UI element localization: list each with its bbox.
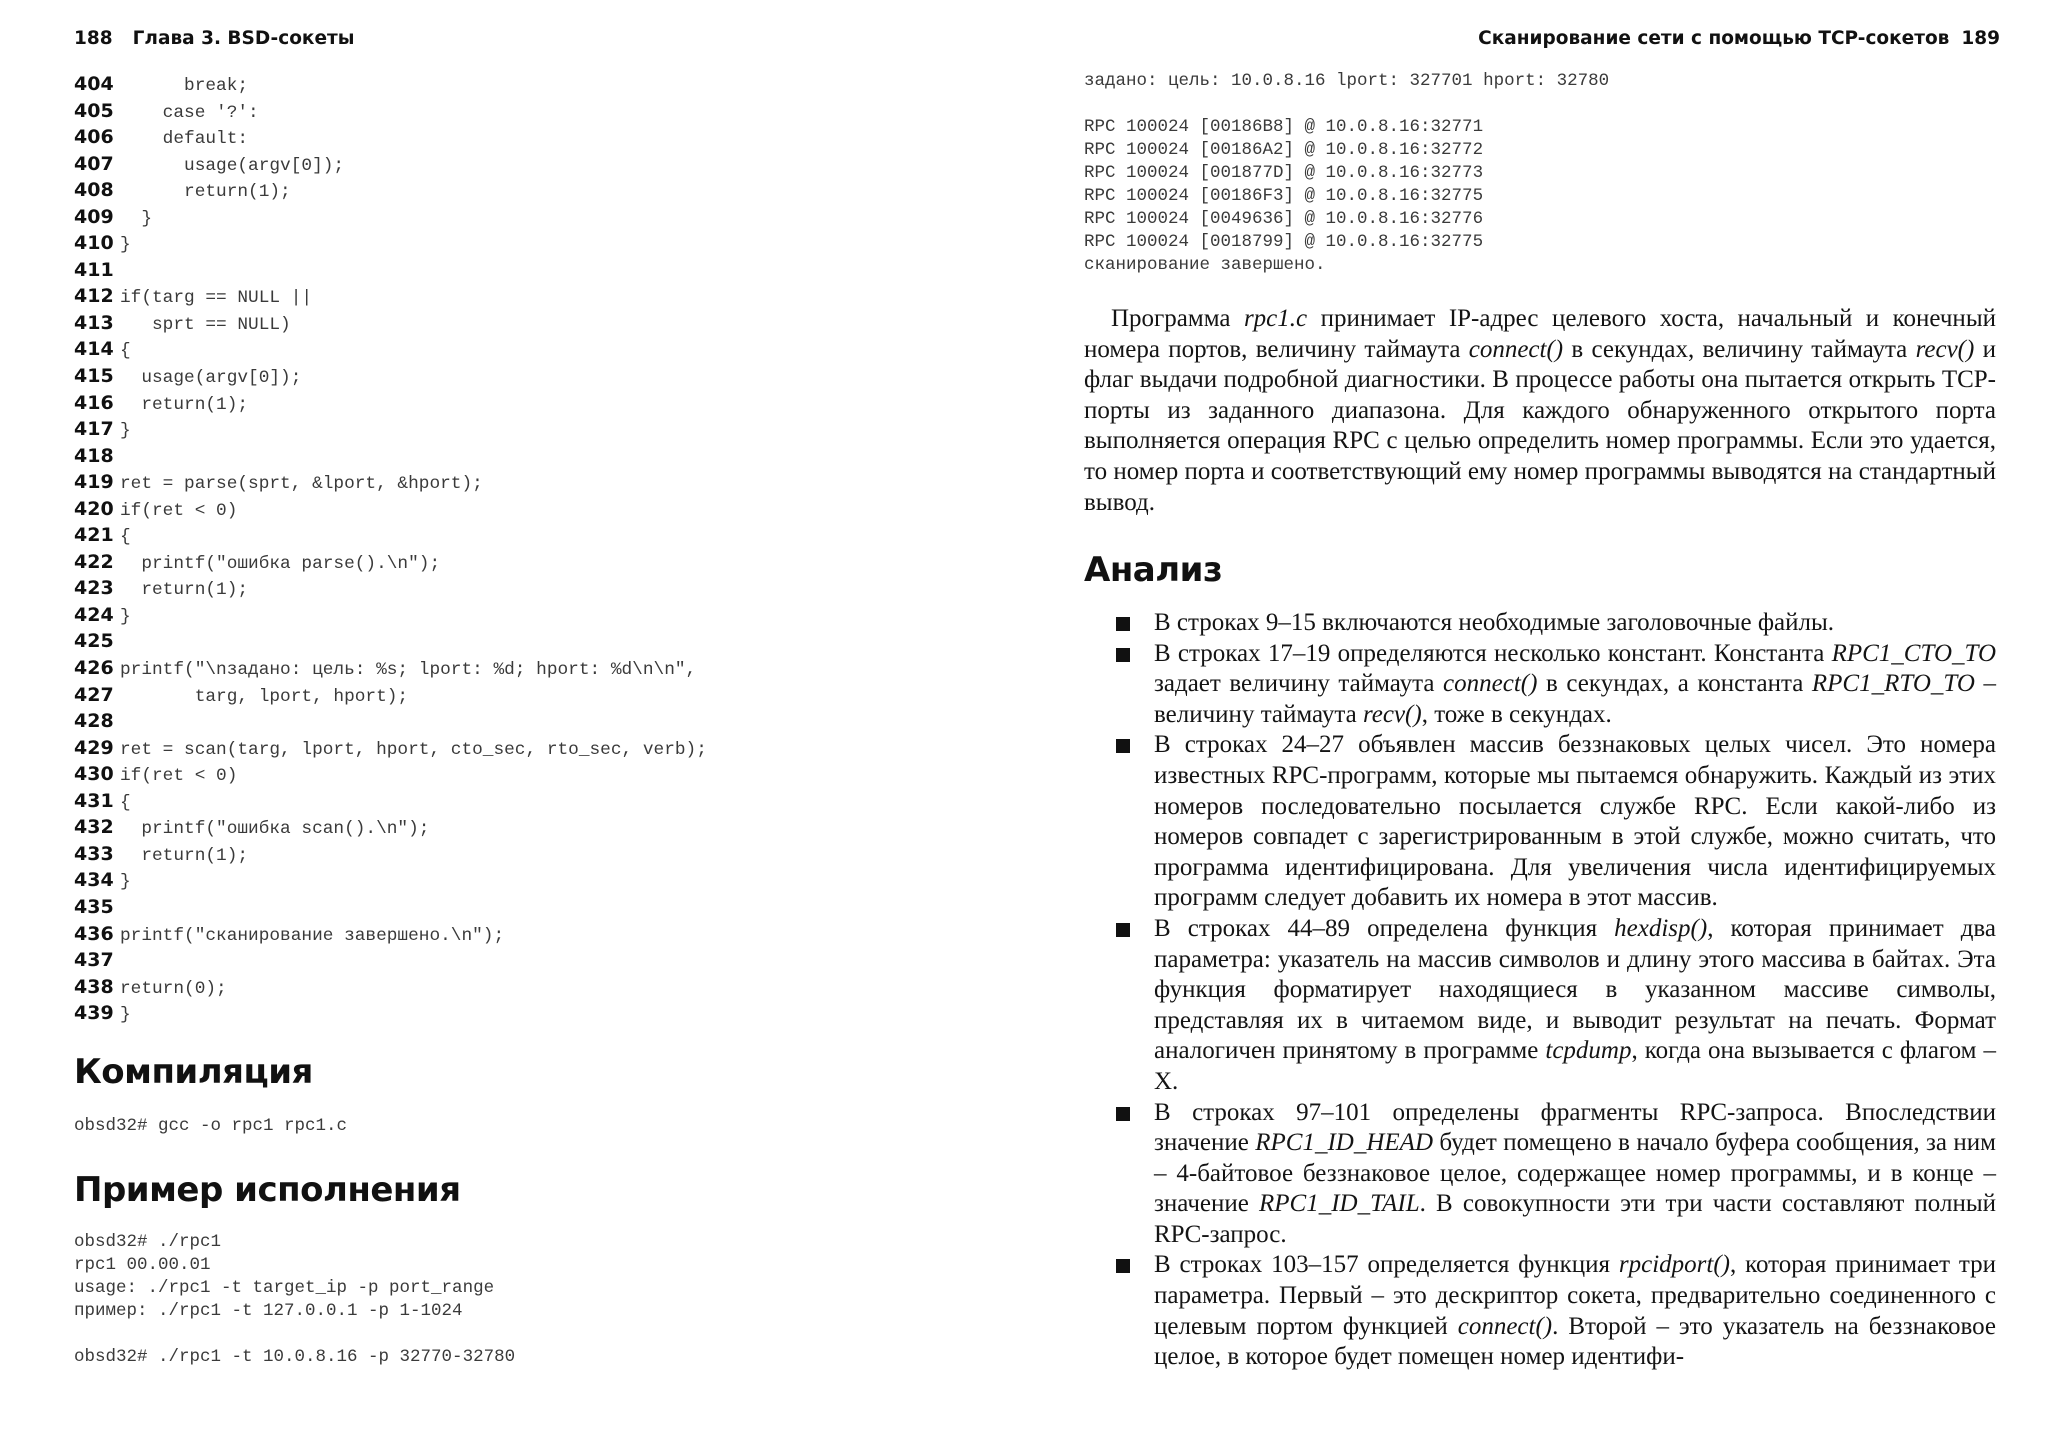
- code-line: [74, 682, 707, 709]
- code-text: {: [120, 792, 131, 813]
- bullet-text: [1154, 730, 1996, 914]
- output-line: RPC 100024 [00186A2] @ 10.0.8.16:32772: [1084, 140, 1484, 160]
- output-line: RPC 100024 [001877D] @ 10.0.8.16:32773: [1084, 163, 1484, 183]
- example-heading: Пример исполнения: [74, 1170, 461, 1210]
- code-line: [74, 628, 707, 655]
- line-number: 434: [74, 869, 114, 892]
- code-line: [74, 522, 707, 549]
- italic-term: rpc1.c: [1243, 305, 1308, 332]
- compile-command-line: obsd32# gcc -o rpc1 rpc1.c: [74, 1116, 348, 1136]
- line-number: 425: [74, 630, 114, 653]
- right-running-head: [1478, 28, 2000, 49]
- bullet-text: [1154, 639, 1996, 731]
- line-number: 423: [74, 577, 114, 600]
- text-run: В строках 24–27 объявлен массив беззнаковых целых чисел. Это номера известных RPC-программ, которые мы пытаемся обнаружить. Каждый из этих номеров последовательно посылается службе RPC. Если какой-либо из номеров совпадет с зарегистрированным в этой службе, можно считать, что программа идентифицирована. Для увеличения числа идентифицируемых программ следует добавить их номера в этот массив.: [1154, 731, 1996, 912]
- code-line: [74, 310, 707, 337]
- code-text: if(targ == NULL ||: [120, 288, 313, 309]
- code-text: case '?':: [120, 102, 259, 123]
- line-number: 420: [74, 497, 114, 520]
- bullet-square-icon: [1116, 1259, 1130, 1273]
- line-number: 424: [74, 603, 114, 626]
- chapter-title: Глава 3. BSD-сокеты: [132, 28, 355, 49]
- example-line: [74, 1323, 515, 1346]
- example-line: obsd32# ./rpc1 -t 10.0.8.16 -p 32770-32780: [74, 1347, 516, 1367]
- bullet-text: [1154, 914, 1996, 1098]
- line-number: 415: [74, 365, 114, 388]
- code-text: }: [120, 208, 153, 229]
- analysis-list: [1084, 608, 1996, 1373]
- code-line: [74, 947, 707, 974]
- bullet-square-icon: [1116, 648, 1130, 662]
- line-number: 436: [74, 922, 114, 945]
- code-line: [74, 204, 707, 231]
- code-line: [74, 363, 707, 390]
- left-running-head: [74, 28, 354, 49]
- code-text: return(1);: [120, 182, 291, 203]
- section-running-title: Сканирование сети с помощью TCP-сокетов: [1478, 28, 1950, 49]
- line-number: 409: [74, 205, 114, 228]
- code-text: sprt == NULL): [120, 314, 291, 335]
- text-run: в секундах, а константа: [1537, 670, 1812, 698]
- analysis-bullet: [1084, 1098, 1996, 1251]
- bullet-text: [1154, 1250, 1996, 1372]
- italic-term: RPC1_CTO_TO: [1831, 639, 1996, 667]
- code-text: printf("сканирование завершено.\n");: [120, 925, 505, 946]
- compile-heading: Компиляция: [74, 1052, 313, 1092]
- line-number: 438: [74, 975, 114, 998]
- analysis-bullet: [1084, 730, 1996, 914]
- line-number: 413: [74, 311, 114, 334]
- code-text: return(0);: [120, 978, 227, 999]
- line-number: 412: [74, 285, 114, 308]
- line-number: 419: [74, 471, 114, 494]
- text-run: будет помещено в начало буфера сообщения, за ним – 4-байтовое беззнаковое целое, содержащее номер программы, и в конце – значение: [1154, 1129, 1996, 1218]
- code-text: }: [120, 606, 131, 627]
- example-output: [74, 1231, 515, 1369]
- code-text: return(1);: [120, 580, 249, 601]
- code-line: [74, 124, 707, 151]
- text-run: , тоже в секундах.: [1421, 700, 1612, 728]
- code-line: [74, 283, 707, 310]
- code-line: [74, 602, 707, 629]
- line-number: 411: [74, 258, 114, 281]
- italic-term: recv(): [1362, 700, 1422, 728]
- code-line: [74, 708, 707, 735]
- line-number: 432: [74, 816, 114, 839]
- analysis-bullet: [1084, 639, 1996, 731]
- output-line: RPC 100024 [00186F3] @ 10.0.8.16:32775: [1084, 186, 1484, 206]
- italic-term: RPC1_RTO_TO: [1811, 670, 1975, 698]
- code-text: {: [120, 341, 131, 362]
- code-text: printf("\nзадано: цель: %s; lport: %d; hport: %d\n\n",: [120, 660, 697, 681]
- code-text: }: [120, 872, 131, 893]
- code-text: }: [120, 235, 131, 256]
- code-line: [74, 735, 707, 762]
- line-number: 418: [74, 444, 114, 467]
- code-text: if(ret < 0): [120, 500, 238, 521]
- line-number: 426: [74, 657, 114, 680]
- code-line: [74, 921, 707, 948]
- line-number: 430: [74, 763, 114, 786]
- italic-term: recv(): [1915, 335, 1975, 363]
- line-number: 414: [74, 338, 114, 361]
- code-line: [74, 443, 707, 470]
- text-run: принимает IP-адрес целевого хоста, начальный и конечный номера портов, величину таймаута: [1084, 305, 1996, 363]
- code-text: ret = parse(sprt, &lport, &hport);: [120, 474, 483, 495]
- code-line: [74, 71, 707, 98]
- code-text: }: [120, 421, 131, 442]
- analysis-bullet: [1084, 1250, 1996, 1372]
- code-text: }: [120, 1005, 131, 1026]
- text-run: и флаг выдачи подробной диагностики. В процессе работы она пытается открыть TCP-порты из заданного диапазона. Для каждого обнаруженного открытого порта выполняется операция RPC с целью определить номер программы. Если это удается, то номер порта и соответствующий ему номер программы выводятся на стандартный вывод.: [1084, 335, 1996, 516]
- example-line: пример: ./rpc1 -t 127.0.0.1 -p 1-1024: [74, 1301, 463, 1321]
- italic-term: RPC1_ID_TAIL: [1259, 1190, 1420, 1218]
- code-line: [74, 416, 707, 443]
- output-line: RPC 100024 [0049636] @ 10.0.8.16:32776: [1084, 209, 1484, 229]
- italic-term: connect(): [1457, 1312, 1553, 1340]
- text-run: , которая принимает два параметра: указатель на массив символов и длину этого массива в байтах. Эта функция форматирует находящиеся в указанном массиве символы, представляя их в читаемом виде, и выводит результат на печать. Формат аналогичен принятому в программе: [1154, 914, 1997, 1065]
- text-run: В строках 97–101 определены фрагменты RPC-запроса. Впоследствии значение: [1154, 1098, 1996, 1157]
- code-line: [74, 1000, 707, 1027]
- italic-term: RPC1_ID_HEAD: [1255, 1129, 1434, 1157]
- code-line: [74, 469, 707, 496]
- bullet-text: [1154, 1098, 1996, 1251]
- left-page-number: 188: [74, 28, 113, 49]
- line-number: 428: [74, 710, 114, 733]
- text-run: Программа: [1111, 305, 1244, 332]
- text-run: В строках 17–19 определяются несколько констант. Константа: [1154, 639, 1832, 667]
- code-line: [74, 974, 707, 1001]
- code-line: [74, 894, 707, 921]
- italic-term: connect(): [1468, 335, 1564, 363]
- code-text: return(1);: [120, 845, 249, 866]
- text-run: В строках 9–15 включаются необходимые заголовочные файлы.: [1154, 609, 1835, 636]
- line-number: 417: [74, 418, 114, 441]
- code-line: [74, 867, 707, 894]
- line-number: 408: [74, 179, 114, 202]
- text-run: . В совокупности эти три части составляют полный RPC-запрос.: [1154, 1190, 1996, 1248]
- example-line: rpc1 00.00.01: [74, 1255, 211, 1275]
- text-run: , когда она вызывается с флагом –X.: [1154, 1037, 1996, 1095]
- code-line: [74, 98, 707, 125]
- code-text: default:: [120, 129, 249, 150]
- line-number: 416: [74, 391, 114, 414]
- code-text: break;: [120, 76, 249, 96]
- italic-term: tcpdump: [1545, 1037, 1632, 1065]
- line-number: 406: [74, 126, 114, 149]
- line-number: 427: [74, 683, 114, 706]
- code-line: [74, 496, 707, 523]
- code-text: printf("ошибка scan().\n");: [120, 819, 430, 840]
- right-page: [1024, 0, 2048, 1447]
- code-text: if(ret < 0): [120, 766, 238, 787]
- output-line: RPC 100024 [00186B8] @ 10.0.8.16:32771: [1084, 117, 1484, 137]
- text-run: задает величину таймаута: [1154, 670, 1444, 698]
- analysis-heading: Анализ: [1084, 550, 1223, 590]
- line-number: 435: [74, 895, 114, 918]
- code-line: [74, 575, 707, 602]
- example-line: usage: ./rpc1 -t target_ip -p port_range: [74, 1278, 495, 1298]
- output-line: RPC 100024 [0018799] @ 10.0.8.16:32775: [1084, 232, 1484, 252]
- code-line: [74, 814, 707, 841]
- right-page-number: 189: [1961, 28, 2000, 49]
- text-run: . Второй – это указатель на беззнаковое целое, в которое будет помещен номер идентифи-: [1154, 1312, 1996, 1371]
- code-text: usage(argv[0]);: [120, 368, 302, 389]
- analysis-bullet: [1084, 914, 1996, 1098]
- compile-command: [74, 1115, 347, 1138]
- text-run: , которая принимает три параметра. Первый – это дескриптор сокета, предварительно соединенного с целевым портом функцией: [1154, 1251, 1996, 1340]
- code-text: return(1);: [120, 394, 249, 415]
- output-line: задано: цель: 10.0.8.16 lport: 327701 hport: 32780: [1084, 71, 1610, 91]
- line-number: 431: [74, 789, 114, 812]
- bullet-square-icon: [1116, 739, 1130, 753]
- code-line: [74, 390, 707, 417]
- text-run: В строках 103–157 определяется функция: [1154, 1251, 1619, 1279]
- line-number: 437: [74, 949, 114, 972]
- code-line: [74, 257, 707, 284]
- bullet-square-icon: [1116, 923, 1130, 937]
- intro-paragraph: [1084, 304, 1996, 518]
- italic-term: connect(): [1443, 670, 1538, 698]
- line-number: 433: [74, 842, 114, 865]
- italic-term: hexdisp(): [1614, 914, 1708, 942]
- line-number: 404: [74, 73, 114, 95]
- italic-term: rpcidport(): [1618, 1251, 1731, 1279]
- code-text: targ, lport, hport);: [120, 686, 409, 707]
- line-number: 429: [74, 736, 114, 759]
- code-text: usage(argv[0]);: [120, 155, 345, 176]
- code-line: [74, 655, 707, 682]
- code-text: ret = scan(targ, lport, hport, cto_sec, rto_sec, verb);: [120, 739, 707, 760]
- code-line: [74, 177, 707, 204]
- line-number: 439: [74, 1002, 114, 1025]
- line-number: 405: [74, 99, 114, 122]
- code-line: [74, 549, 707, 576]
- text-run: в секундах, величину таймаута: [1563, 335, 1916, 363]
- code-listing: [74, 71, 707, 1027]
- code-line: [74, 336, 707, 363]
- line-number: 422: [74, 550, 114, 573]
- code-line: [74, 788, 707, 815]
- text-run: – величину таймаута: [1154, 670, 1996, 728]
- code-line: [74, 841, 707, 868]
- program-output: [1084, 70, 1609, 277]
- bullet-square-icon: [1116, 1107, 1130, 1121]
- analysis-bullet: [1084, 608, 1996, 639]
- output-line: сканирование завершено.: [1084, 255, 1326, 275]
- bullet-text: [1154, 608, 1996, 639]
- example-line: obsd32# ./rpc1: [74, 1232, 222, 1252]
- code-text: {: [120, 527, 131, 548]
- code-line: [74, 230, 707, 257]
- output-line: [1084, 93, 1609, 116]
- bullet-square-icon: [1116, 617, 1130, 631]
- code-line: [74, 151, 707, 178]
- line-number: 421: [74, 524, 114, 547]
- text-run: В строках 44–89 определена функция: [1154, 914, 1615, 942]
- code-line: [74, 761, 707, 788]
- line-number: 407: [74, 152, 114, 175]
- line-number: 410: [74, 232, 114, 255]
- code-text: printf("ошибка parse().\n");: [120, 553, 441, 574]
